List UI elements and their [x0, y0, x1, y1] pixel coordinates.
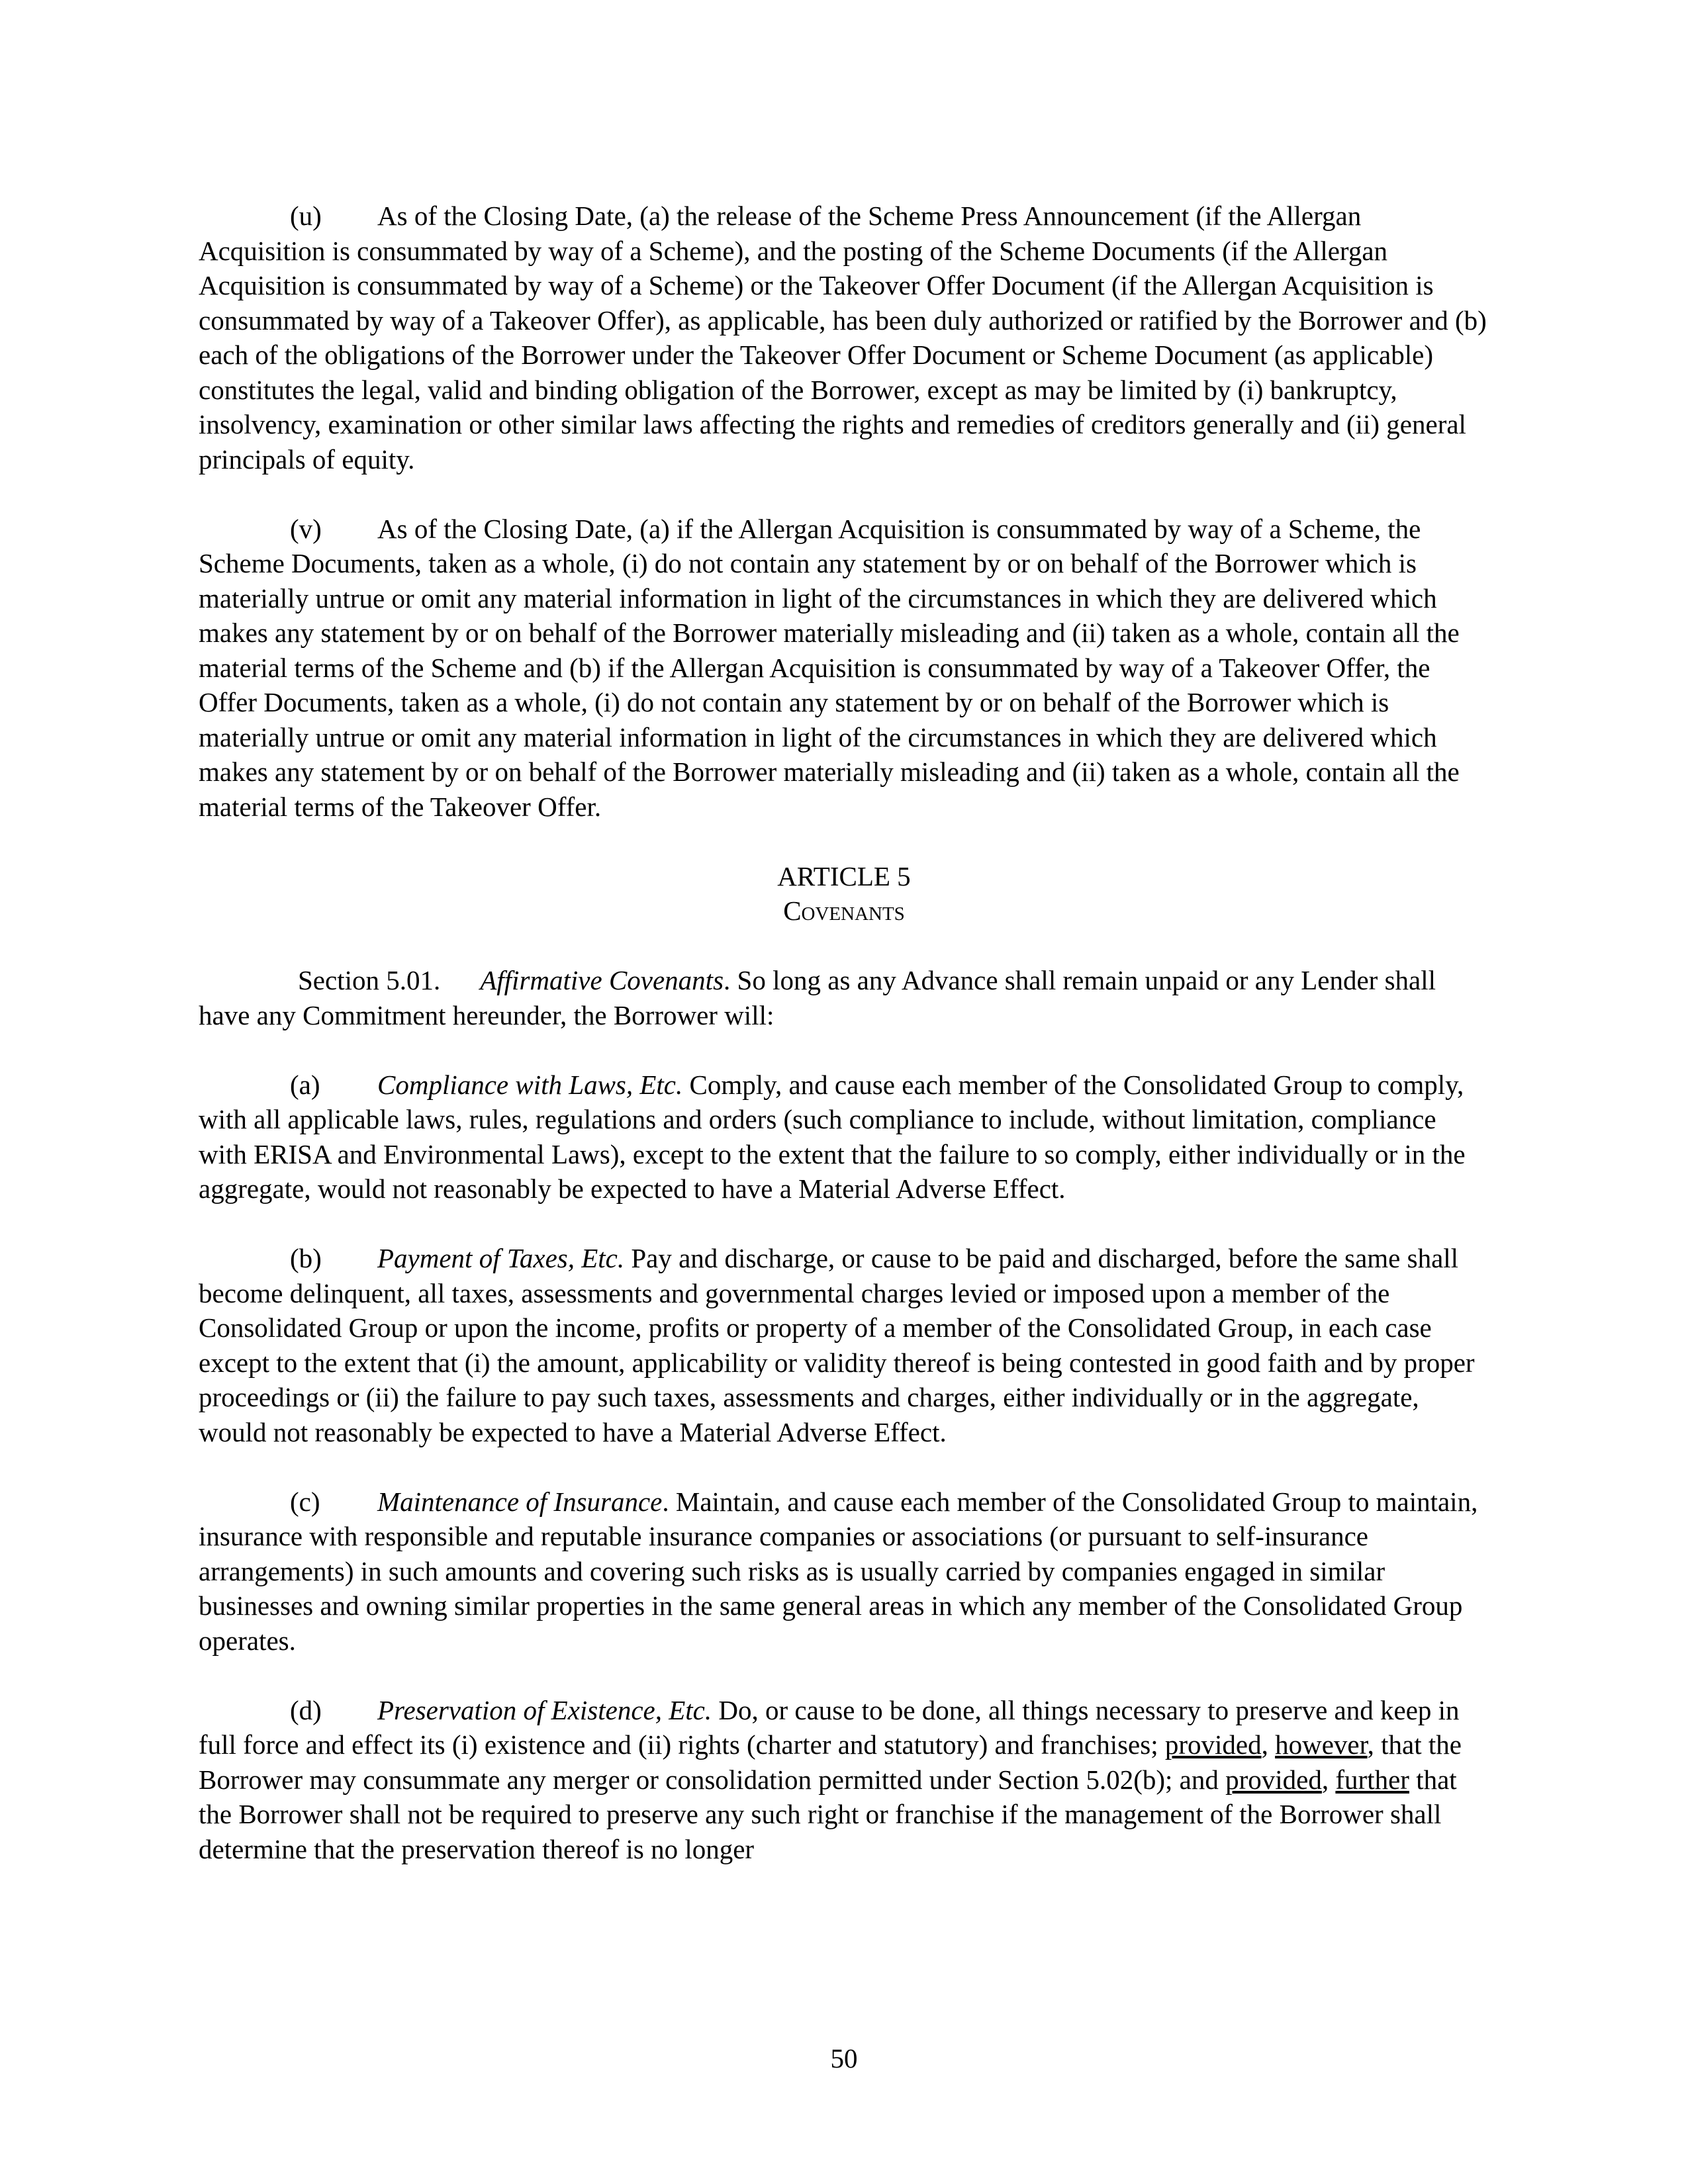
document-page: [199, 199, 1489, 1901]
paragraph-text: As of the Closing Date, (a) the release of the Scheme Press Announcement (if the Allergan Acquisition is consummated by way of a Scheme), and the posting of the Scheme Documents (if the Allergan Acquisition is consummated by way of a Scheme) or the Takeover Offer Document (if the Allergan Acquisition is consummated by way of a Takeover Offer), as applicable, has been duly authorized or ratified by the Borrower and (b) each of the obligations of the Borrower under the Takeover Offer Document or Scheme Document (as applicable) constitutes the legal, valid and binding obligation of the Borrower, except as may be limited by (i) bankruptcy, insolvency, examination or other similar laws affecting the rights and remedies of creditors generally and (ii) general principals of equity.: [199, 201, 1487, 475]
covenant-label: (c): [290, 1486, 320, 1517]
covenant-text: ,: [1321, 1764, 1336, 1795]
defined-term-however: however: [1275, 1729, 1368, 1760]
section-5-01: [199, 963, 1489, 1032]
paragraph-label: (v): [290, 513, 322, 544]
section-heading: Affirmative Covenants: [480, 965, 724, 995]
article-subtitle: Covenants: [783, 895, 905, 926]
defined-term-further: further: [1335, 1764, 1409, 1795]
covenant-heading: Preservation of Existence, Etc.: [377, 1694, 712, 1725]
covenant-label: (b): [290, 1243, 322, 1273]
defined-term-provided: provided: [1164, 1729, 1262, 1760]
paragraph-text: As of the Closing Date, (a) if the Allergan Acquisition is consummated by way of a Scheme, the Scheme Documents, taken as a whole, (i) do not contain any statement by or on behalf of the Borrower which is materially untrue or omit any material information in light of the circumstances in which they are delivered which makes any statement by or on behalf of the Borrower materially misleading and (ii) taken as a whole, contain all the material terms of the Scheme and (b) if the Allergan Acquisition is consummated by way of a Takeover Offer, the Offer Documents, taken as a whole, (i) do not contain any statement by or on behalf of the Borrower which is materially untrue or omit any material information in light of the circumstances in which they are delivered which makes any statement by or on behalf of the Borrower materially misleading and (ii) taken as a whole, contain all the material terms of the Takeover Offer.: [199, 513, 1460, 822]
covenant-d: [199, 1693, 1489, 1867]
article-title: ARTICLE 5: [777, 860, 911, 891]
covenant-text: Comply, and cause each member of the Consolidated Group to comply, with all applicable laws, rules, regulations and orders (such compliance to include, without limitation, compliance with ERISA and Environmental Laws), except to the extent that the failure to so comply, either individually or in the aggregate, would not reasonably be expected to have a Material Adverse Effect.: [199, 1069, 1466, 1204]
covenant-heading: Compliance with Laws, Etc.: [377, 1069, 683, 1100]
covenant-c: [199, 1484, 1489, 1659]
covenant-label: (d): [290, 1694, 322, 1725]
covenant-text: , that the Borrower may consummate any merger or consolidation permitted under Section 5.02(b); and: [199, 1729, 1462, 1795]
covenant-text: Pay and discharge, or cause to be paid and discharged, before the same shall become delinquent, all taxes, assessments and governmental charges levied or imposed upon a member of the Consolidated Group or upon the income, profits or property of a member of the Consolidated Group, in each case except to the extent that (i) the amount, applicability or validity thereof is being contested in good faith and by proper proceedings or (ii) the failure to pay such taxes, assessments and charges, either individually or in the aggregate, would not reasonably be expected to have a Material Adverse Effect.: [199, 1243, 1475, 1447]
covenant-text: Do, or cause to be done, all things necessary to preserve and keep in full force and effect its (i) existence and (ii) rights (charter and statutory) and franchises;: [199, 1694, 1460, 1760]
paragraph-label: (u): [290, 201, 322, 231]
section-text: . So long as any Advance shall remain unpaid or any Lender shall have any Commitment hereunder, the Borrower will:: [199, 965, 1436, 1030]
covenant-label: (a): [290, 1069, 320, 1100]
page-number: 50: [830, 2043, 858, 2073]
covenant-heading: Maintenance of Insurance: [377, 1486, 663, 1517]
covenant-a: [199, 1068, 1489, 1206]
covenant-text: ,: [1261, 1729, 1276, 1760]
defined-term-provided: provided: [1225, 1764, 1322, 1795]
section-label: Section 5.01.: [298, 965, 441, 995]
covenant-text: that the Borrower shall not be required to preserve any such right or franchise if the management of the Borrower shall determine that the preservation thereof is no longer: [199, 1764, 1457, 1864]
covenant-heading: Payment of Taxes, Etc.: [377, 1243, 625, 1273]
paragraph-v: [199, 512, 1489, 825]
covenant-b: [199, 1241, 1489, 1449]
covenant-text: . Maintain, and cause each member of the Consolidated Group to maintain, insurance with responsible and reputable insurance companies or associations (or pursuant to self-insurance arrangements) in such amounts and covering such risks as is usually carried by companies engaged in similar businesses and owning similar properties in the same general areas in which any member of the Consolidated Group operates.: [199, 1486, 1478, 1656]
paragraph-u: [199, 199, 1489, 477]
